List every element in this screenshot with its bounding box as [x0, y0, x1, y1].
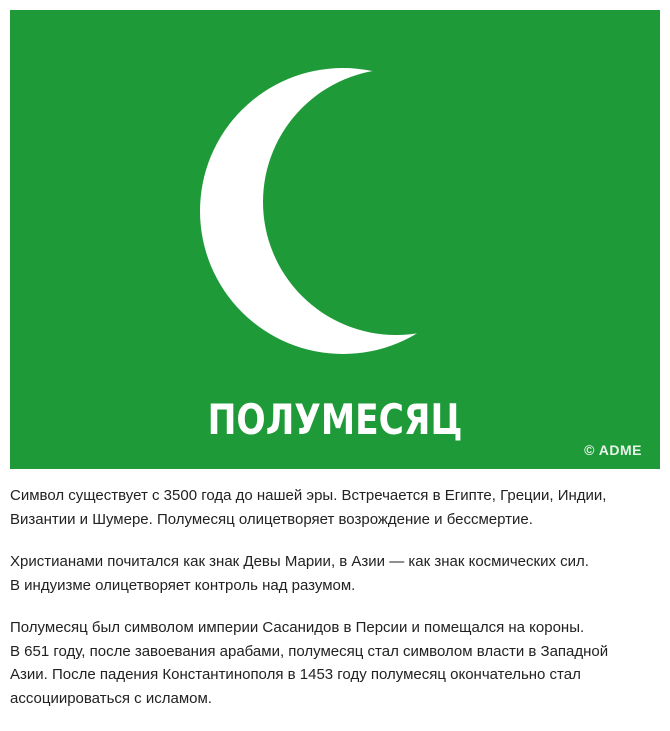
article-paragraph: Символ существует с 3500 года до нашей эры. Встречается в Египте, Греции, Индии, Византии и Шумере. Полумесяц олицетворяет возрождение и бессмертие. — [10, 487, 607, 528]
banner-image — [10, 10, 660, 469]
banner-title: ПОЛУМЕСЯЦ — [207, 395, 463, 444]
watermark: © ADME — [584, 442, 642, 458]
article-paragraph: Христианами почитался как знак Девы Марии, в Азии — как знак космических сил. В индуизме олицетворяет контроль над разумом. — [10, 553, 589, 594]
article-body — [10, 484, 662, 729]
article-paragraph: Полумесяц был символом империи Сасанидов в Персии и помещался на короны. В 651 году, после завоевания арабами, полумесяц стал символом власти в Западной Азии. После падения Константинополя в 1453 году полумесяц окончательно стал ассоциироваться с исламом. — [10, 619, 609, 707]
